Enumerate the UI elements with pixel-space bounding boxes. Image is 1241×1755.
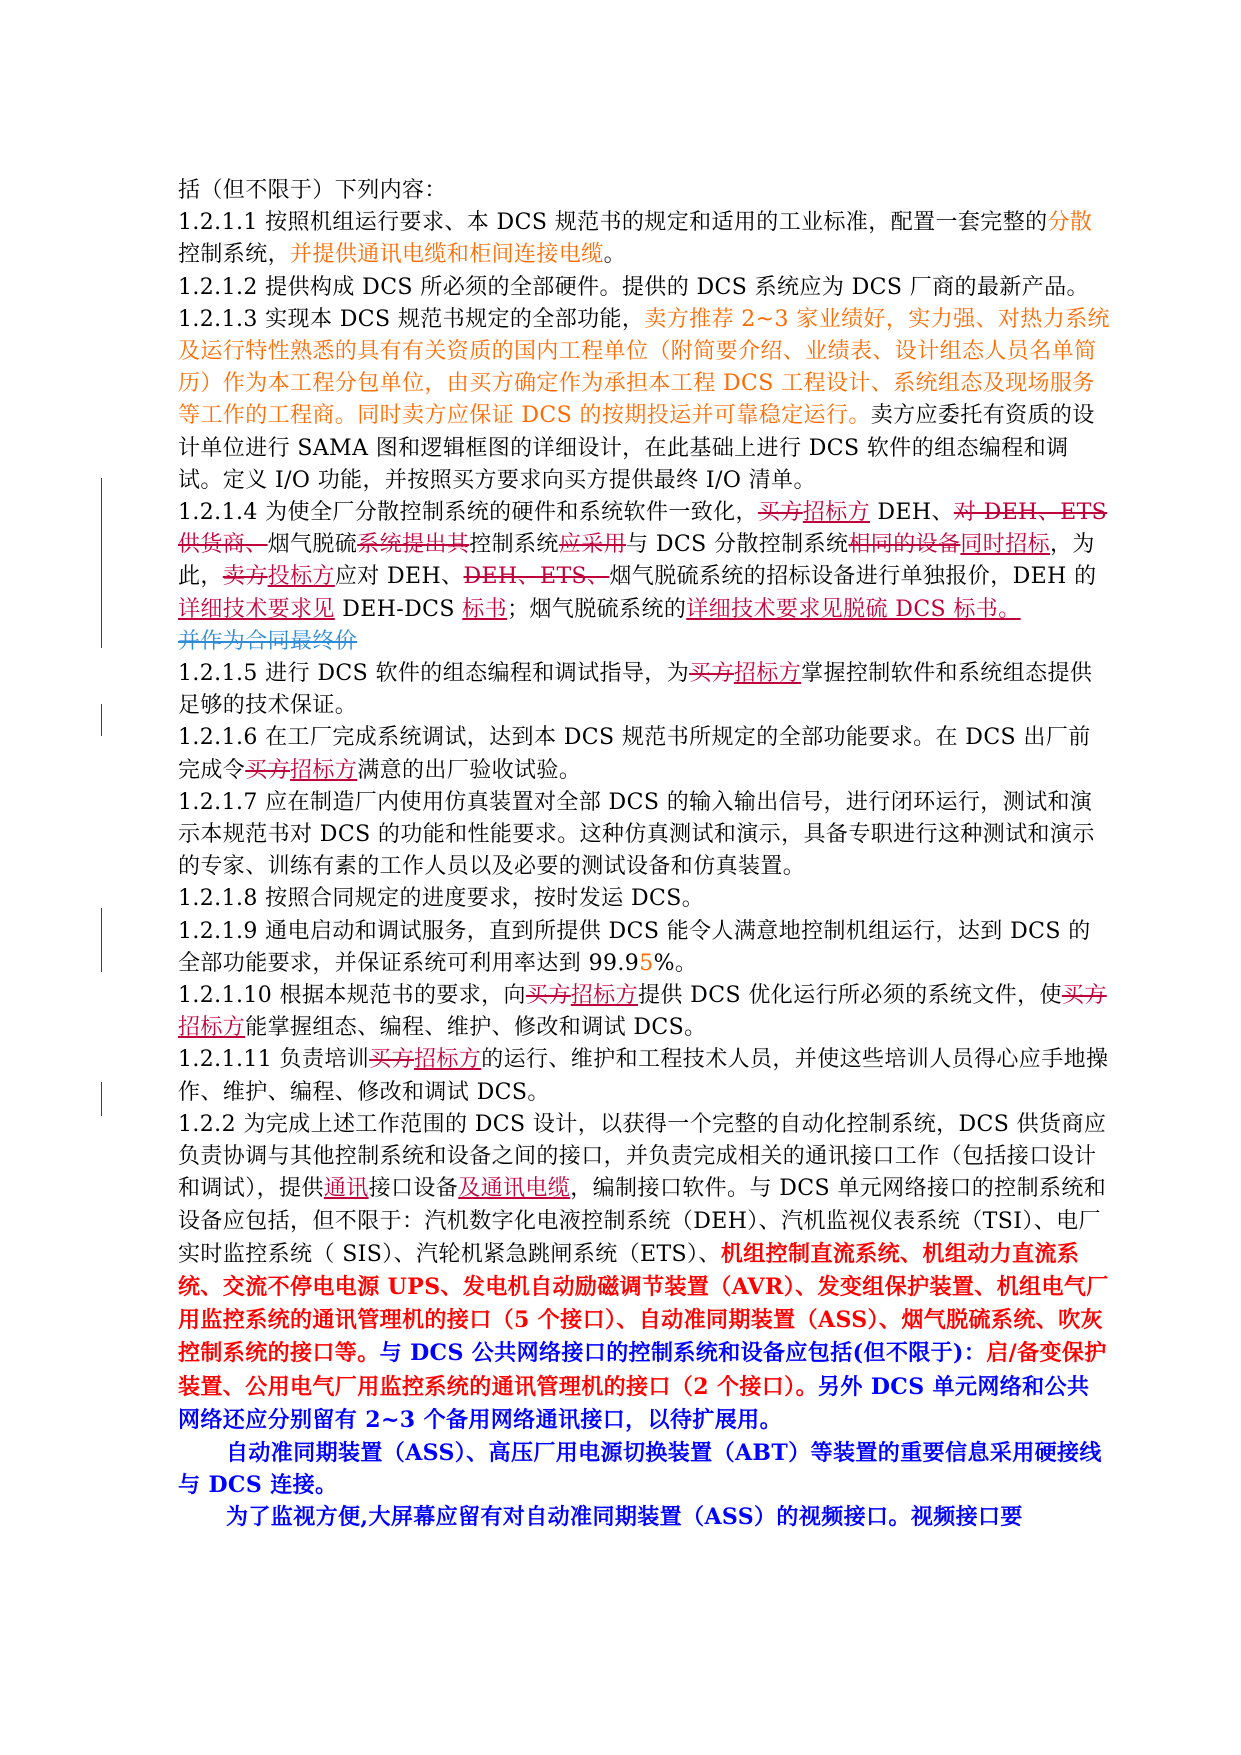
deleted-text: 买方 [525, 983, 571, 1009]
inserted-text: 招标方 [733, 661, 802, 687]
inserted-text: 招标方 [178, 1015, 246, 1041]
deleted-text: 卖方 [222, 564, 268, 590]
text: %。 [653, 950, 698, 976]
inserted-text: 招标方 [413, 1047, 482, 1073]
inserted-text: 及通讯电缆 [458, 1176, 571, 1202]
paragraph-intro: 括（但不限于）下列内容： [178, 178, 447, 203]
emphasis-red-text: 机组控制直流系统、机组动力直流系统、交流不停电电源 UPS、发电机自动励磁调节装置（AVR）、发变组保护装置、机组电气厂用监控系统的通讯管理机的接口（5 个接口）、自动准同期装置（ASS）、烟气脱硫系统、吹灰控制系统的接口等。 [178, 1240, 1109, 1367]
text: 1.2.1.5 进行 DCS 软件的组态编程和调试指导，为 [178, 661, 690, 687]
paragraph-1-2-1-4 [178, 497, 1110, 658]
text: DEH、 [869, 500, 954, 526]
inserted-text: 详细技术要求见 [178, 596, 335, 622]
text: 1.2.1.9 通电启动和调试服务，直到所提供 DCS 能令人满意地控制机组运行，达到 DCS 的全部功能要求，并保证系统可利用率达到 99.9 [178, 918, 1091, 976]
paragraph-1-2-1-6 [178, 722, 1110, 786]
inserted-text: 详细技术要求见脱硫 DCS 标书。 [686, 596, 1021, 622]
text: 接口设备 [368, 1176, 459, 1202]
text: 应对 DEH、 [334, 564, 464, 590]
inserted-text: 标书 [462, 596, 508, 622]
inserted-text: 招标方 [290, 757, 358, 783]
paragraph-1-2-1-10 [178, 980, 1110, 1044]
text: 1.2.1.11 负责培训 [178, 1047, 370, 1073]
document-body [178, 175, 1110, 1534]
text: 烟气脱硫系统的招标设备进行单独报价，DEH 的 [609, 564, 1097, 590]
text: 1.2.1.10 根据本规范书的要求，向 [178, 983, 526, 1009]
deleted-text: DEH、ETS、 [463, 564, 610, 590]
paragraph-ass: 自动准同期装置（ASS）、高压厂用电源切换装置（ABT）等装置的重要信息采用硬接线与 DCS 连接。 [178, 1439, 1102, 1499]
text: 能掌握组态、编程、维护、修改和调试 DCS。 [245, 1015, 707, 1041]
emphasis-blue-text: 与 DCS 公共网络接口的控制系统和设备应包括(但不限于)： [379, 1340, 987, 1367]
inserted-text: 招标方 [802, 500, 870, 526]
paragraph-video: 为了监视方便,大屏幕应留有对自动准同期装置（ASS）的视频接口。视频接口要 [226, 1504, 1023, 1531]
text: 控制系统， [178, 242, 291, 268]
change-bar [101, 1082, 102, 1116]
paragraph-1-2-1-11 [178, 1044, 1110, 1108]
deleted-text: 买方 [689, 661, 734, 687]
inserted-text: 通讯 [323, 1176, 369, 1202]
text: 。 [603, 242, 627, 268]
text: 烟气脱硫 [267, 532, 358, 558]
text: ，编制接口软件。与 DCS 单元网络接口的控制系统和设备应包括，但不限于：汽机数字化电液控制系统（DEH）、汽机监视仪表系统（TSI）、电厂实时监控系统（ SIS）、汽轮机紧急跳闸系统（ETS）、 [178, 1176, 1107, 1267]
paragraph-1-2-1-5 [178, 658, 1110, 722]
text: 满意的出厂验收试验。 [357, 757, 582, 783]
paragraph-1-2-2 [178, 1109, 1110, 1437]
text: ；烟气脱硫系统的 [507, 596, 687, 622]
inserted-text: 同时招标 [960, 532, 1051, 558]
emphasis-red-text: 启/备变保护装置、公用电气厂用监控系统的通讯管理机的接口（2 个接口）。 [178, 1340, 1107, 1400]
paragraph-1-2-1-2: 1.2.1.2 提供构成 DCS 所必须的全部硬件。提供的 DCS 系统应为 DCS 厂商的最新产品。 [178, 274, 1089, 300]
text: 1.2.2 为完成上述工作范围的 DCS 设计，以获得一个完整的自动化控制系统，DCS 供货商应负责协调与其他控制系统和设备之间的接口，并负责完成相关的通讯接口工作（包括接口设计和调试），提供 [178, 1111, 1107, 1202]
paragraph-1-2-1-8: 1.2.1.8 按照合同规定的进度要求，按时发运 DCS。 [178, 886, 705, 912]
deleted-text: 系统提出其 [357, 532, 470, 558]
text: 与 DCS 分散控制系统 [626, 532, 849, 558]
deleted-text: 应采用 [558, 532, 627, 558]
deleted-text: 相同的设备 [848, 532, 961, 558]
paragraph-1-2-1-1 [178, 207, 1110, 271]
deleted-text: 买方 [245, 757, 291, 783]
deleted-text: 买方 [369, 1047, 414, 1073]
paragraph-1-2-1-7: 1.2.1.7 应在制造厂内使用仿真装置对全部 DCS 的输入输出信号，进行闭环运行，测试和演示本规范书对 DCS 的功能和性能要求。这种仿真测试和演示，具备专职进行这种测试和演示的专家、训练有素的工作人员以及必要的测试设备和仿真装置。 [178, 789, 1095, 880]
change-bar [101, 908, 102, 972]
text: DEH-DCS [334, 596, 463, 622]
text: 掌握控制软件和系统组态提供足够的技术保证。 [178, 661, 1093, 719]
text: 1.2.1.6 在工厂完成系统调试，达到本 DCS 规范书所规定的全部功能要求。在 DCS 出厂前完成令 [178, 725, 1091, 783]
deleted-text: 买方 [1061, 983, 1107, 1009]
text: 1.2.1.4 为使全厂分散控制系统的硬件和系统软件一致化， [178, 500, 758, 526]
text: 1.2.1.3 实现本 DCS 规范书规定的全部功能， [178, 306, 645, 332]
inserted-text: 投标方 [267, 564, 335, 590]
deleted-text-teal: 并作为合同最终价 [178, 628, 358, 654]
text: ，为此， [178, 532, 1095, 590]
deleted-text: 对 DEH、ETS 供货商、 [178, 500, 1108, 558]
highlight-text: 并提供通讯电缆和柜间连接电缆 [290, 242, 604, 268]
change-bar [101, 478, 102, 648]
deleted-text: 买方 [757, 500, 803, 526]
change-bar [101, 704, 102, 736]
text: 卖方应委托有资质的设计单位进行 SAMA 图和逻辑框图的详细设计，在此基础上进行 DCS 软件的组态编程和调试。定义 I/O 功能，并按照买方要求向买方提供最终 I/O 清单。 [178, 403, 1095, 493]
highlight-text: 卖方推荐 2~3 家业绩好，实力强、对热力系统及运行特性熟悉的具有有关资质的国内工程单位（附简要介绍、业绩表、设计组态人员名单简历）作为本工程分包单位，由买方确定作为承担本工程 DCS 工程设计、系统组态及现场服务等工作的工程商。同时卖方应保证 DCS 的按期投运并可靠稳定运行。 [178, 306, 1110, 429]
paragraph-1-2-1-3 [178, 304, 1110, 497]
inserted-text: 招标方 [570, 983, 638, 1009]
text: 的运行、维护和工程技术人员，并使这些培训人员得心应手地操作、维护、编程、修改和调试 DCS。 [178, 1047, 1109, 1105]
text: 1.2.1.1 按照机组运行要求、本 DCS 规范书的规定和适用的工业标准，配置一套完整的 [178, 210, 1048, 236]
paragraph-1-2-1-9 [178, 916, 1110, 980]
highlight-text: 分散 [1047, 210, 1093, 236]
text: 控制系统 [469, 532, 559, 558]
emphasis-blue-text: 另外 DCS 单元网络和公共网络还应分别留有 2~3 个备用网络通讯接口，以待扩展用。 [178, 1373, 1090, 1433]
highlight-text: 5 [639, 950, 654, 976]
text: 提供 DCS 优化运行所必须的系统文件，使 [637, 983, 1062, 1009]
